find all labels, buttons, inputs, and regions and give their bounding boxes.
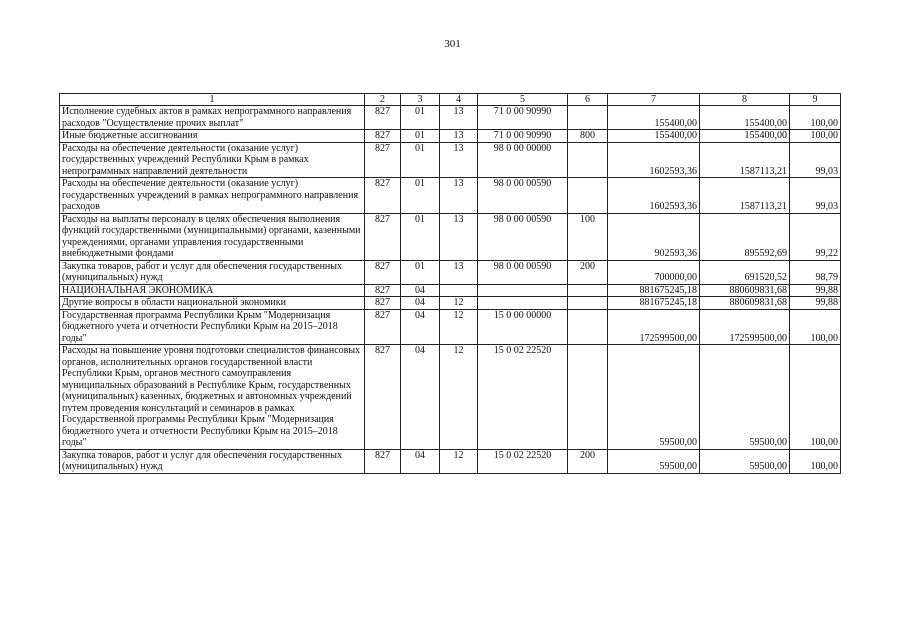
row-description: Исполнение судебных актов в рамках непрограммного направления расходов "Осуществление прочих выплат" [60, 106, 365, 130]
row-percent: 100,00 [790, 345, 841, 450]
row-ministry-code: 827 [365, 130, 401, 143]
row-percent: 100,00 [790, 106, 841, 130]
row-actual-amount: 1587113,21 [700, 142, 790, 178]
row-planned-amount: 881675245,18 [608, 284, 700, 297]
row-expense-type: 200 [568, 449, 608, 473]
row-description: Иные бюджетные ассигнования [60, 130, 365, 143]
row-planned-amount: 881675245,18 [608, 297, 700, 310]
row-section-code: 01 [401, 260, 440, 284]
row-section-code: 04 [401, 297, 440, 310]
table-row [60, 297, 841, 310]
row-subsection-code: 13 [440, 260, 478, 284]
row-target-article: 98 0 00 00000 [478, 142, 568, 178]
row-expense-type: 800 [568, 130, 608, 143]
row-actual-amount: 1587113,21 [700, 178, 790, 214]
row-percent: 100,00 [790, 449, 841, 473]
row-expense-type: 200 [568, 260, 608, 284]
row-section-code: 04 [401, 345, 440, 450]
row-description: Расходы на выплаты персоналу в целях обеспечения выполнения функций государственными (муниципальными) органами, казенными учреждениями, органами управления государственными внебюджетными фондами [60, 213, 365, 260]
row-section-code: 01 [401, 178, 440, 214]
col-header: 8 [700, 94, 790, 106]
header-row [60, 94, 841, 106]
row-section-code: 01 [401, 213, 440, 260]
col-header: 7 [608, 94, 700, 106]
row-actual-amount: 155400,00 [700, 106, 790, 130]
row-ministry-code: 827 [365, 284, 401, 297]
row-target-article: 15 0 00 00000 [478, 309, 568, 345]
row-expense-type [568, 297, 608, 310]
table-row [60, 178, 841, 214]
col-header: 2 [365, 94, 401, 106]
row-ministry-code: 827 [365, 106, 401, 130]
row-section-code: 04 [401, 284, 440, 297]
row-actual-amount: 691520,52 [700, 260, 790, 284]
row-target-article: 98 0 00 00590 [478, 178, 568, 214]
page-number: 301 [444, 38, 461, 50]
row-percent: 100,00 [790, 130, 841, 143]
row-expense-type [568, 345, 608, 450]
row-subsection-code [440, 284, 478, 297]
row-target-article [478, 297, 568, 310]
row-target-article: 15 0 02 22520 [478, 345, 568, 450]
row-target-article: 98 0 00 00590 [478, 260, 568, 284]
row-planned-amount: 59500,00 [608, 345, 700, 450]
row-percent: 99,03 [790, 142, 841, 178]
table-row [60, 345, 841, 450]
row-planned-amount: 59500,00 [608, 449, 700, 473]
row-planned-amount: 700000,00 [608, 260, 700, 284]
row-subsection-code: 12 [440, 449, 478, 473]
row-actual-amount: 880609831,68 [700, 284, 790, 297]
col-header: 4 [440, 94, 478, 106]
row-section-code: 01 [401, 106, 440, 130]
col-header: 5 [478, 94, 568, 106]
row-ministry-code: 827 [365, 260, 401, 284]
row-section-code: 04 [401, 309, 440, 345]
table-body [60, 106, 841, 474]
row-planned-amount: 155400,00 [608, 130, 700, 143]
row-expense-type: 100 [568, 213, 608, 260]
row-description: Закупка товаров, работ и услуг для обеспечения государственных (муниципальных) нужд [60, 449, 365, 473]
row-ministry-code: 827 [365, 297, 401, 310]
row-ministry-code: 827 [365, 449, 401, 473]
row-actual-amount: 172599500,00 [700, 309, 790, 345]
row-ministry-code: 827 [365, 142, 401, 178]
row-percent: 99,88 [790, 297, 841, 310]
row-expense-type [568, 106, 608, 130]
row-description: НАЦИОНАЛЬНАЯ ЭКОНОМИКА [60, 284, 365, 297]
row-ministry-code: 827 [365, 309, 401, 345]
row-subsection-code: 13 [440, 130, 478, 143]
row-description: Расходы на обеспечение деятельности (оказание услуг) государственных учреждений Республики Крым в рамках непрограммных направлений деятельности [60, 142, 365, 178]
table-row [60, 213, 841, 260]
col-header: 3 [401, 94, 440, 106]
row-subsection-code: 12 [440, 297, 478, 310]
row-expense-type [568, 142, 608, 178]
table-row [60, 309, 841, 345]
table-row [60, 449, 841, 473]
col-header: 9 [790, 94, 841, 106]
row-expense-type [568, 284, 608, 297]
row-description: Закупка товаров, работ и услуг для обеспечения государственных (муниципальных) нужд [60, 260, 365, 284]
table-row [60, 284, 841, 297]
row-planned-amount: 172599500,00 [608, 309, 700, 345]
table-row [60, 142, 841, 178]
row-section-code: 04 [401, 449, 440, 473]
row-actual-amount: 895592,69 [700, 213, 790, 260]
col-header: 1 [60, 94, 365, 106]
row-percent: 99,22 [790, 213, 841, 260]
row-section-code: 01 [401, 130, 440, 143]
table-row [60, 130, 841, 143]
row-description: Другие вопросы в области национальной экономики [60, 297, 365, 310]
row-section-code: 01 [401, 142, 440, 178]
row-percent: 100,00 [790, 309, 841, 345]
row-percent: 99,88 [790, 284, 841, 297]
row-expense-type [568, 309, 608, 345]
row-percent: 99,03 [790, 178, 841, 214]
row-description: Расходы на повышение уровня подготовки специалистов финансовых органов, исполнительных органов государственной власти Республики Крым, органов местного самоуправления муниципальных образований в Республике Крым, государственных (муниципальных) казенных, бюджетных и автономных учреждений путем проведения консультаций и семинаров в рамках Государственной программы Республики Крым "Модернизация бюджетного учета и отчетности Республики Крым на 2015–2018 годы" [60, 345, 365, 450]
row-ministry-code: 827 [365, 345, 401, 450]
row-description: Расходы на обеспечение деятельности (оказание услуг) государственных учреждений в рамках непрограммного направления расходов [60, 178, 365, 214]
row-actual-amount: 59500,00 [700, 345, 790, 450]
row-target-article: 98 0 00 00590 [478, 213, 568, 260]
row-planned-amount: 1602593,36 [608, 178, 700, 214]
row-subsection-code: 13 [440, 142, 478, 178]
table-row [60, 260, 841, 284]
row-planned-amount: 155400,00 [608, 106, 700, 130]
row-target-article: 71 0 00 90990 [478, 130, 568, 143]
row-actual-amount: 155400,00 [700, 130, 790, 143]
row-planned-amount: 902593,36 [608, 213, 700, 260]
row-subsection-code: 12 [440, 345, 478, 450]
col-header: 6 [568, 94, 608, 106]
row-actual-amount: 880609831,68 [700, 297, 790, 310]
row-actual-amount: 59500,00 [700, 449, 790, 473]
row-subsection-code: 13 [440, 213, 478, 260]
table-row [60, 106, 841, 130]
row-percent: 98,79 [790, 260, 841, 284]
row-subsection-code: 13 [440, 178, 478, 214]
row-subsection-code: 12 [440, 309, 478, 345]
row-subsection-code: 13 [440, 106, 478, 130]
row-target-article [478, 284, 568, 297]
row-target-article: 71 0 00 90990 [478, 106, 568, 130]
row-description: Государственная программа Республики Крым "Модернизация бюджетного учета и отчетности Республики Крым на 2015–2018 годы" [60, 309, 365, 345]
row-ministry-code: 827 [365, 178, 401, 214]
row-planned-amount: 1602593,36 [608, 142, 700, 178]
row-ministry-code: 827 [365, 213, 401, 260]
budget-table [59, 93, 841, 474]
row-expense-type [568, 178, 608, 214]
row-target-article: 15 0 02 22520 [478, 449, 568, 473]
